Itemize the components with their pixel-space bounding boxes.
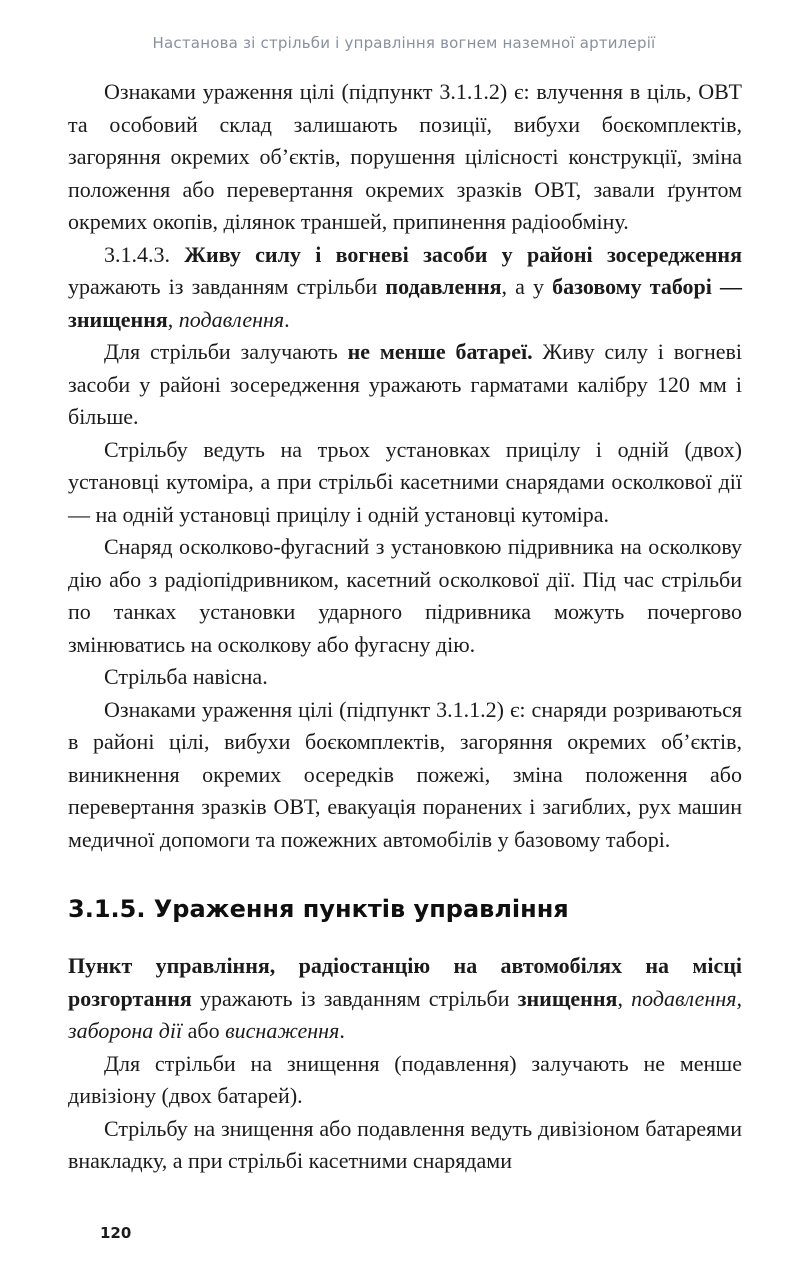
- text-run: уражають із завданням стрільби: [191, 985, 518, 1011]
- paragraph: [68, 76, 742, 239]
- text-run: ,: [167, 306, 179, 332]
- text-run: 3.1.4.3.: [104, 241, 185, 267]
- text-run: знищення: [517, 985, 618, 1011]
- paragraph: [68, 694, 742, 857]
- section-heading: 3.1.5. Ураження пунктів управління: [68, 895, 569, 923]
- running-header: Настанова зі стрільби і управління вогнем наземної артилерії: [152, 34, 656, 52]
- text-run: уражають із завданням стрільби: [68, 274, 386, 299]
- document-body: [68, 76, 742, 1178]
- text-run: Стрільбу на знищення або подавлення ведуть дивізіоном батареями внакладку, а при стрільбі касетними снарядами: [68, 1115, 742, 1173]
- paragraph: [68, 661, 742, 694]
- text-run: Стрільба навісна.: [104, 664, 268, 689]
- text-run: Для стрільби на знищення (подавлення) залучають не менше дивізіону (двох батарей).: [68, 1050, 742, 1108]
- text-run: подавлення: [385, 274, 502, 299]
- text-run: Стрільбу ведуть на трьох установках прицілу і одній (двох) установці кутоміра, а при стрільбі касетними снарядами осколкової дії — на одній установці прицілу і одній установці кутоміра.: [68, 436, 742, 527]
- text-run: або: [182, 1018, 226, 1043]
- text-run: Снаряд осколково-фугасний з установкою підривника на осколкову дію або з радіопідривником, касетний осколкової дії. Під час стрільби по танках установки ударного підривника можуть почергово змінюватись на осколкову або фугасну дію.: [68, 534, 742, 657]
- paragraph: [68, 239, 742, 337]
- paragraph: [68, 336, 742, 434]
- text-run: ,: [617, 985, 632, 1011]
- paragraph: [68, 1113, 742, 1178]
- text-run: подавлення: [178, 306, 285, 332]
- text-run: Ознаками ураження цілі (підпункт 3.1.1.2) є: снаряди розриваються в районі цілі, вибухи боєкомплектів, загоряння окремих об’єктів, виникнення окремих осередків пожежі, зміна положення або перевертання зразків ОВТ, евакуація поранених і загиблих, рух машин медичної допомоги та пожежних автомобілів у базовому таборі.: [68, 696, 742, 852]
- paragraph: [68, 531, 742, 661]
- text-run: Живу силу і вогневі засоби у районі зосередження: [184, 241, 742, 267]
- text-run: , а у: [501, 274, 553, 299]
- text-run: Живу силу і вогневі засоби у районі зосередження уражають гарматами калібру 120 мм і більше.: [68, 339, 742, 429]
- page-number: 120: [100, 1224, 132, 1242]
- text-run: виснаження: [225, 1018, 340, 1043]
- text-run: Для стрільби залучають: [104, 339, 348, 364]
- paragraph: [68, 434, 742, 532]
- text-run: .: [339, 1018, 345, 1043]
- paragraph: [68, 1048, 742, 1113]
- text-run: Ознаками ураження цілі (підпункт 3.1.1.2) є: влучення в ціль, ОВТ та особовий склад залишають позиції, вибухи боєкомплектів, загоряння окремих об’єктів, порушення цілісності конструкції, зміна положення або перевертання окремих зразків ОВТ, завали ґрунтом окремих окопів, ділянок траншей, припинення радіообміну.: [68, 79, 742, 234]
- text-run: не менше батареї.: [347, 339, 533, 364]
- text-run: Пункт управління, радіостанцію на автомобілях на місці розгортання: [68, 953, 742, 1011]
- text-run: базовому таборі — знищення: [68, 274, 743, 332]
- text-run: .: [284, 306, 290, 332]
- text-run: подавлення, заборона дії: [68, 985, 743, 1043]
- paragraph: [68, 950, 742, 1048]
